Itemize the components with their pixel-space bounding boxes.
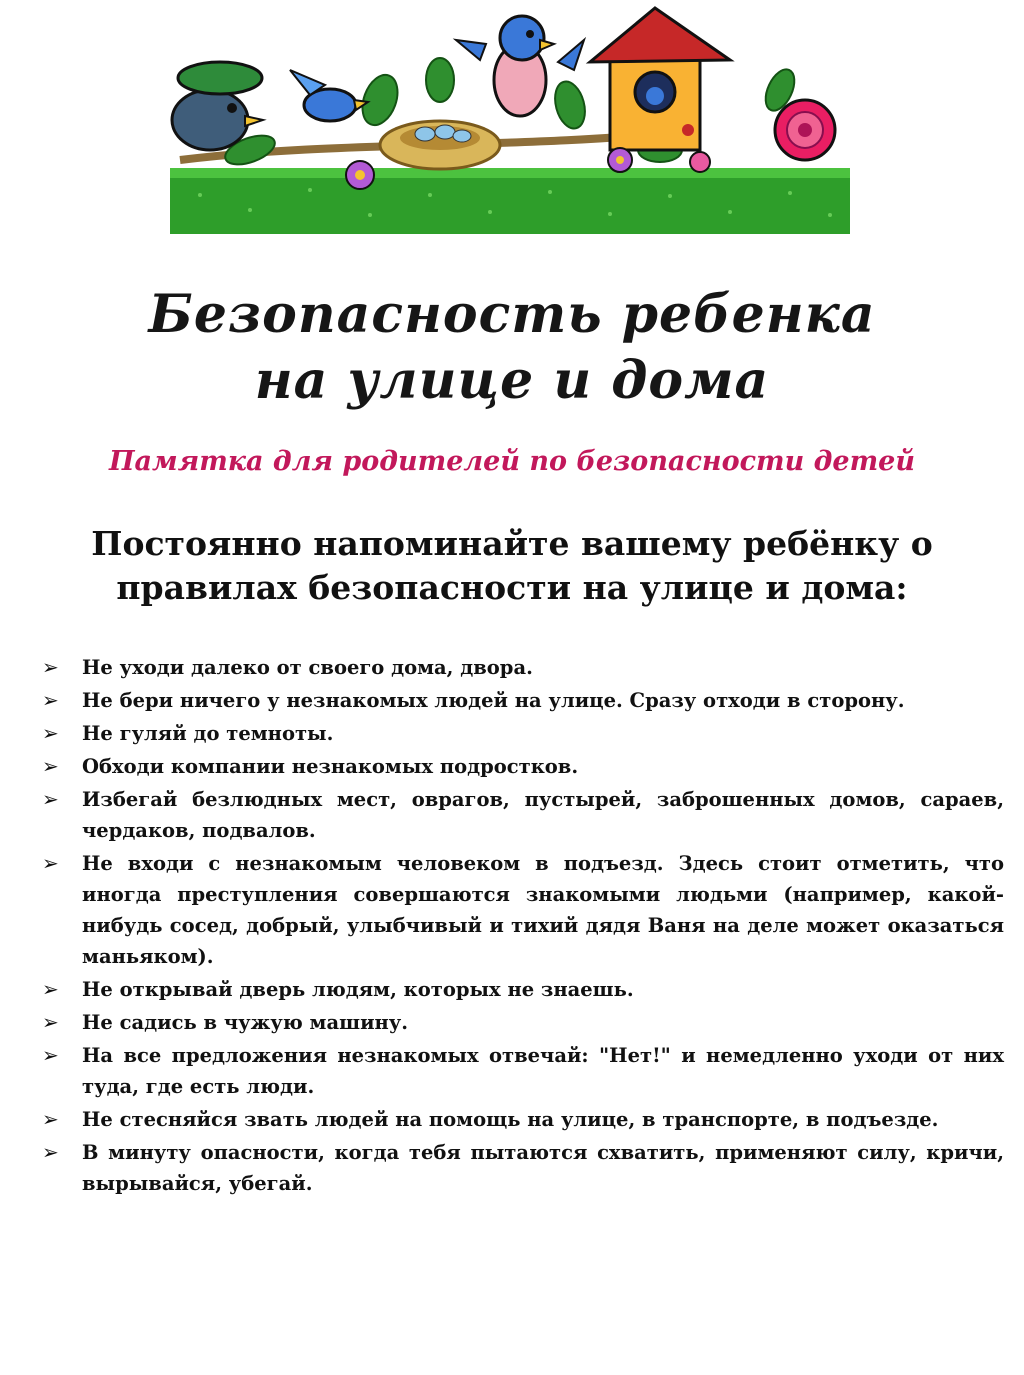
title-line: на улице и дома <box>254 350 770 411</box>
grass-strip <box>170 168 850 234</box>
list-item <box>42 1104 1004 1135</box>
rule-text: Не бери ничего у незнакомых людей на улице. Сразу отходи в сторону. <box>82 689 905 712</box>
rule-text: Обходи компании незнакомых подростков. <box>82 755 579 778</box>
rule-text: На все предложения незнакомых отвечай: "Нет!" и немедленно уходи от них туда, где есть люди. <box>82 1044 1004 1098</box>
list-item <box>42 1137 1004 1199</box>
rule-text: В минуту опасности, когда тебя пытаются схватить, применяют силу, кричи, вырывайся, убегай. <box>82 1141 1004 1195</box>
arrow-bullet-icon: ➢ <box>42 721 59 745</box>
arrow-bullet-icon: ➢ <box>42 1043 59 1067</box>
list-item <box>42 652 1004 683</box>
rule-text: Не стесняйся звать людей на помощь на улице, в транспорте, в подъезде. <box>82 1108 939 1131</box>
arrow-bullet-icon: ➢ <box>42 1107 59 1131</box>
rule-text: Не открывай дверь людям, которых не знаешь. <box>82 978 634 1001</box>
arrow-bullet-icon: ➢ <box>42 688 59 712</box>
rule-text: Не входи с незнакомым человеком в подъезд. Здесь стоит отметить, что иногда преступления совершаются знакомыми людьми (например, какой-нибудь сосед, добрый, улыбчивый и тихий дядя Ваня на деле может оказаться маньяком). <box>82 852 1004 968</box>
rule-text: Избегай безлюдных мест, оврагов, пустырей, заброшенных домов, сараев, чердаков, подвалов. <box>82 788 1004 842</box>
list-item <box>42 974 1004 1005</box>
arrow-bullet-icon: ➢ <box>42 787 59 811</box>
list-item <box>42 751 1004 782</box>
nest-icon <box>380 121 500 169</box>
arrow-bullet-icon: ➢ <box>42 851 59 875</box>
garden-illustration <box>140 0 860 240</box>
arrow-bullet-icon: ➢ <box>42 977 59 1001</box>
list-item <box>42 1007 1004 1038</box>
list-item <box>42 784 1004 846</box>
arrow-bullet-icon: ➢ <box>42 655 59 679</box>
subtitle: Памятка для родителей по безопасности детей <box>109 446 915 477</box>
bird-icon <box>290 70 368 121</box>
list-item <box>42 848 1004 972</box>
rules-list <box>42 652 1004 1201</box>
lead-paragraph: Постоянно напоминайте вашему ребёнку о правилах безопасности на улице и дома: <box>91 524 933 607</box>
rule-text: Не уходи далеко от своего дома, двора. <box>82 656 533 679</box>
arrow-bullet-icon: ➢ <box>42 1140 59 1164</box>
rose-icon <box>775 100 835 160</box>
list-item <box>42 1040 1004 1102</box>
birdhouse-icon <box>590 8 730 150</box>
arrow-bullet-icon: ➢ <box>42 1010 59 1034</box>
arrow-bullet-icon: ➢ <box>42 754 59 778</box>
rule-text: Не гуляй до темноты. <box>82 722 334 745</box>
page-title <box>0 282 1024 414</box>
rule-text: Не садись в чужую машину. <box>82 1011 409 1034</box>
list-item <box>42 718 1004 749</box>
list-item <box>42 685 1004 716</box>
title-line: Безопасность ребенка <box>148 284 876 345</box>
